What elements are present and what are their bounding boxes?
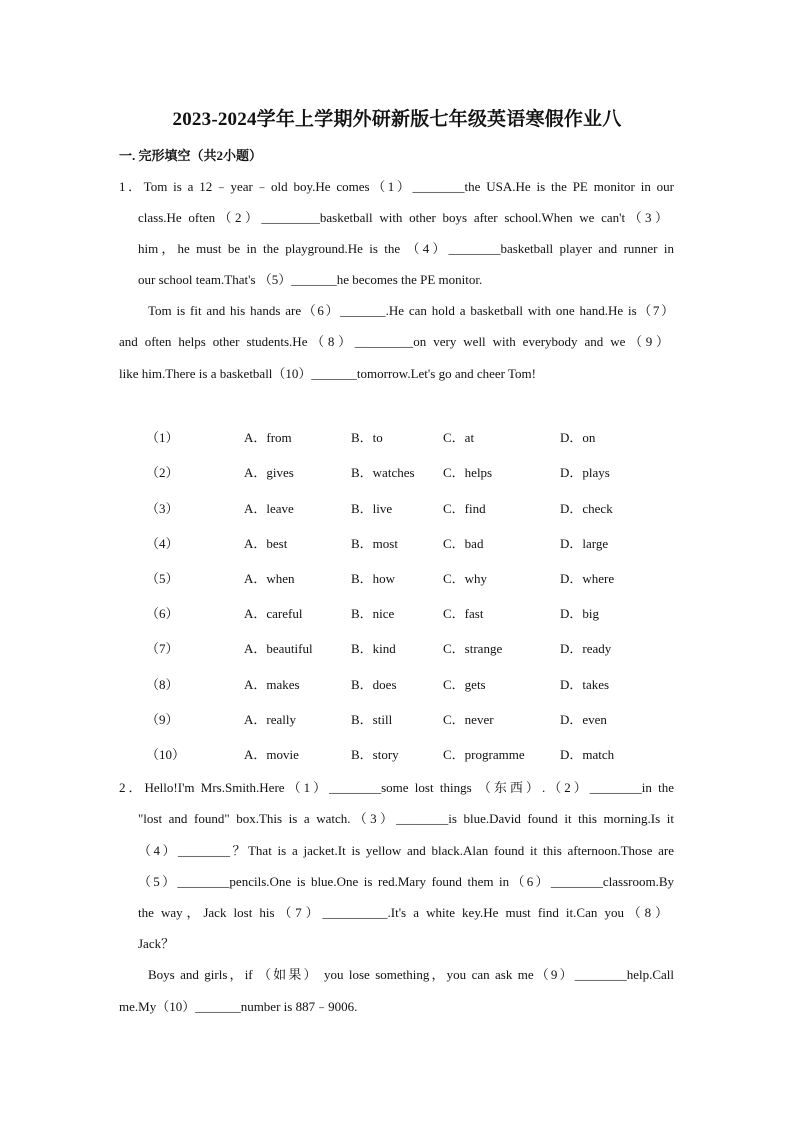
option-d[interactable]: D．ready xyxy=(560,641,612,656)
option-d[interactable]: D．takes xyxy=(560,677,610,692)
option-d[interactable]: D．big xyxy=(560,606,600,621)
option-b[interactable]: B．live xyxy=(351,501,393,516)
q1-option-row xyxy=(0,674,794,694)
option-d[interactable]: D．even xyxy=(560,712,607,727)
blank-number: （6） xyxy=(146,606,179,621)
option-d[interactable]: D．on xyxy=(560,430,596,445)
blank-number: （4） xyxy=(146,536,179,551)
option-a[interactable]: A．really xyxy=(244,712,296,727)
q1-option-row xyxy=(0,427,794,447)
option-b[interactable]: B．still xyxy=(351,712,393,727)
option-c[interactable]: C．never xyxy=(443,712,494,727)
option-b[interactable]: B．kind xyxy=(351,641,396,656)
q1-option-row xyxy=(0,568,794,588)
option-c[interactable]: C．fast xyxy=(443,606,484,621)
option-c[interactable]: C．helps xyxy=(443,465,493,480)
q1-option-row xyxy=(0,498,794,518)
option-d[interactable]: D．check xyxy=(560,501,613,516)
q1-option-row xyxy=(0,603,794,623)
q2-line-4: （5）________pencils.One is blue.One is red.Mary found them in（6）________classroom.By xyxy=(138,874,674,889)
q2-line-3: （4）________？That is a jacket.It is yellow and black.Alan found it this afternoon.Those are xyxy=(138,843,674,858)
q1-line-5: Tom is fit and his hands are（6）_______.He can hold a basketball with one hand.He is（7） xyxy=(148,303,674,318)
option-a[interactable]: A．best xyxy=(244,536,288,551)
option-a[interactable]: A．when xyxy=(244,571,295,586)
blank-number: （1） xyxy=(146,430,179,445)
option-b[interactable]: B．nice xyxy=(351,606,395,621)
option-b[interactable]: B．most xyxy=(351,536,398,551)
page-title: 2023-2024学年上学期外研新版七年级英语寒假作业八 xyxy=(172,109,622,130)
q2-line-1: 2．Hello!I'm Mrs.Smith.Here（1）________some lost things （东西）.（2）________in the xyxy=(119,780,674,795)
option-d[interactable]: D．large xyxy=(560,536,609,551)
option-a[interactable]: A．careful xyxy=(244,606,303,621)
q2-line-7: Boys and girls，if （如果） you lose something，you can ask me（9）________help.Call xyxy=(148,967,674,982)
option-c[interactable]: C．bad xyxy=(443,536,484,551)
blank-number: （8） xyxy=(146,677,179,692)
q1-line-6: and often helps other students.He（8）_________on very well with everybody and we（9） xyxy=(119,334,669,349)
option-a[interactable]: A．makes xyxy=(244,677,300,692)
option-b[interactable]: B．how xyxy=(351,571,396,586)
q1-line-7: like him.There is a basketball（10）_______tomorrow.Let's go and cheer Tom! xyxy=(119,366,536,381)
blank-number: （2） xyxy=(146,465,179,480)
q1-option-row xyxy=(0,533,794,553)
q1-option-row xyxy=(0,638,794,658)
q1-line-4: our school team.That's （5）_______he becomes the PE monitor. xyxy=(138,272,483,287)
q1-line-1: 1．Tom is a 12﹣year﹣old boy.He comes（1）________the USA.He is the PE monitor in our xyxy=(119,179,674,194)
q2-line-2: "lost and found" box.This is a watch.（3）________is blue.David found it this morning.Is it xyxy=(138,811,674,826)
q1-option-row xyxy=(0,744,794,764)
option-b[interactable]: B．to xyxy=(351,430,383,445)
option-a[interactable]: A．gives xyxy=(244,465,294,480)
option-b[interactable]: B．does xyxy=(351,677,397,692)
blank-number: （9） xyxy=(146,712,179,727)
option-c[interactable]: C．programme xyxy=(443,747,525,762)
option-a[interactable]: A．from xyxy=(244,430,292,445)
option-a[interactable]: A．movie xyxy=(244,747,299,762)
option-c[interactable]: C．gets xyxy=(443,677,486,692)
option-b[interactable]: B．watches xyxy=(351,465,415,480)
q1-line-2: class.He often（2）_________basketball with other boys after school.When we can't（3） xyxy=(138,210,668,225)
option-a[interactable]: A．leave xyxy=(244,501,294,516)
q1-option-row xyxy=(0,462,794,482)
blank-number: （3） xyxy=(146,501,179,516)
blank-number: （7） xyxy=(146,641,179,656)
option-d[interactable]: D．plays xyxy=(560,465,610,480)
option-a[interactable]: A．beautiful xyxy=(244,641,313,656)
q2-line-8: me.My（10）_______number is 887﹣9006. xyxy=(119,999,358,1014)
option-d[interactable]: D．match xyxy=(560,747,615,762)
option-c[interactable]: C．at xyxy=(443,430,475,445)
option-b[interactable]: B．story xyxy=(351,747,399,762)
section-heading: 一. 完形填空（共2小题） xyxy=(119,148,263,163)
q1-line-3: him，he must be in the playground.He is the （4）________basketball player and runner in xyxy=(138,241,674,256)
q2-line-6: Jack？ xyxy=(138,936,175,951)
option-d[interactable]: D．where xyxy=(560,571,615,586)
q1-option-row xyxy=(0,709,794,729)
blank-number: （10） xyxy=(146,747,186,762)
q2-line-5: the way，Jack lost his（7）__________.It's a white key.He must find it.Can you（8） xyxy=(138,905,668,920)
option-c[interactable]: C．find xyxy=(443,501,486,516)
option-c[interactable]: C．why xyxy=(443,571,488,586)
option-c[interactable]: C．strange xyxy=(443,641,503,656)
blank-number: （5） xyxy=(146,571,179,586)
